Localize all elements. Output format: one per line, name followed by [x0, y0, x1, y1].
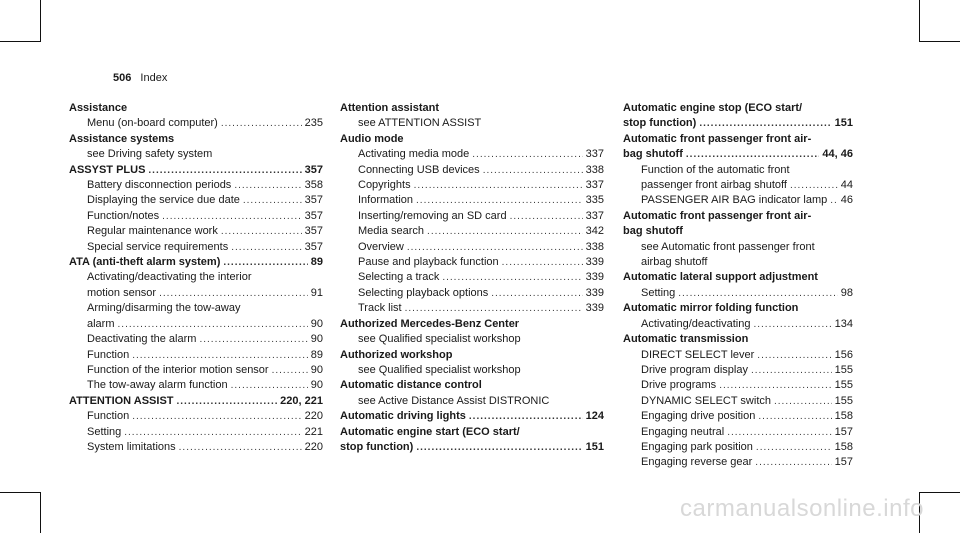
index-subentry: [69, 147, 323, 162]
index-heading-label: Authorized Mercedes-Benz Center: [340, 317, 520, 330]
index-entry: [340, 317, 604, 348]
index-column-3: [623, 101, 853, 471]
leader-dots: [774, 394, 832, 409]
leader-dots: [502, 255, 583, 270]
subentry-label: Engaging park position: [641, 440, 753, 453]
index-heading-label: Automatic mirror folding function: [623, 302, 799, 315]
leader-dots: [756, 440, 832, 455]
subentry-label: Selecting playback options: [358, 286, 489, 299]
index-subentry[interactable]: [623, 425, 853, 440]
subentry-line: Function of the automatic front: [641, 163, 790, 176]
subentry-label: Information: [358, 194, 414, 207]
page-ref[interactable]: 357: [304, 194, 323, 207]
watermark: carmanualsonline.info: [680, 495, 924, 522]
subentry-label: Function of the interior motion sensor: [87, 363, 269, 376]
crop-mark: [919, 492, 960, 493]
page-ref[interactable]: 155: [834, 379, 853, 392]
index-entry: [623, 332, 853, 471]
index-heading: [623, 270, 853, 285]
leader-dots: [407, 240, 583, 255]
index-entry: [69, 394, 323, 456]
heading-page-ref[interactable]: 357: [304, 163, 323, 176]
leader-dots: [755, 455, 831, 470]
page-ref[interactable]: 357: [304, 240, 323, 253]
subentry-label: Pause and playback function: [358, 256, 499, 269]
page-number: 506: [113, 72, 132, 84]
index-heading-line: Automatic front passenger front air-: [623, 132, 812, 145]
crop-mark: [40, 492, 41, 533]
leader-dots: [231, 378, 308, 393]
index-heading-label: stop function): [623, 117, 697, 130]
leader-dots: [118, 317, 308, 332]
leader-dots: [159, 286, 308, 301]
subentry-label: DIRECT SELECT lever: [641, 348, 755, 361]
leader-dots: [179, 440, 302, 455]
page-ref[interactable]: 90: [310, 363, 323, 376]
index-heading-label: Audio mode: [340, 132, 404, 145]
leader-dots: [414, 178, 583, 193]
subentry-label: Battery disconnection periods: [87, 179, 232, 192]
page-ref[interactable]: 155: [834, 363, 853, 376]
index-subentry[interactable]: [623, 348, 853, 363]
subentry-label: Function/notes: [87, 209, 160, 222]
subentry-label: see Qualified specialist workshop: [358, 363, 521, 376]
page-ref[interactable]: 221: [304, 425, 323, 438]
index-heading: [340, 317, 604, 332]
crop-mark: [0, 41, 41, 42]
index-subentry[interactable]: [69, 286, 323, 301]
subentry-label: Displaying the service due date: [87, 194, 240, 207]
leader-dots: [405, 301, 583, 316]
leader-dots: [177, 394, 278, 409]
leader-dots: [472, 147, 582, 162]
page-ref[interactable]: 158: [834, 440, 853, 453]
index-subentry[interactable]: [340, 178, 604, 193]
page-ref[interactable]: 157: [834, 425, 853, 438]
subentry-label: see Active Distance Assist DISTRONIC: [358, 394, 550, 407]
index-heading-label: Automatic distance control: [340, 379, 482, 392]
leader-dots: [162, 209, 301, 224]
index-heading-label: Attention assistant: [340, 102, 440, 114]
leader-dots: [416, 193, 583, 208]
index-heading[interactable]: [69, 163, 323, 178]
leader-dots: [132, 409, 301, 424]
index-entry: [340, 132, 604, 317]
index-heading: [69, 101, 323, 116]
leader-dots: [199, 332, 307, 347]
page-ref[interactable]: 89: [310, 348, 323, 361]
index-subentry[interactable]: [340, 270, 604, 285]
index-heading-line: Automatic engine start (ECO start/: [340, 425, 520, 438]
index-heading-label: bag shutoff: [623, 148, 683, 161]
index-heading: [623, 332, 853, 347]
index-heading-label: Automatic lateral support adjustment: [623, 271, 818, 284]
index-heading: [340, 378, 604, 393]
page-ref[interactable]: 339: [585, 271, 604, 284]
index-heading-line: Automatic front passenger front air-: [623, 209, 812, 222]
page-ref[interactable]: 339: [585, 286, 604, 299]
heading-page-ref[interactable]: 151: [834, 117, 853, 130]
page-ref[interactable]: 342: [585, 225, 604, 238]
subentry-line: see Automatic front passenger front: [641, 240, 815, 253]
heading-page-ref[interactable]: 220, 221: [280, 394, 323, 407]
heading-page-ref[interactable]: 151: [585, 440, 604, 453]
subentry-label: airbag shutoff: [641, 256, 708, 269]
index-entry: [623, 301, 853, 332]
index-subentry[interactable]: [340, 301, 604, 316]
index-subentry: [340, 363, 604, 378]
page-ref[interactable]: 337: [585, 148, 604, 161]
index-subentry[interactable]: [340, 209, 604, 224]
index-subentry[interactable]: [69, 378, 323, 393]
index-subentry[interactable]: [69, 193, 323, 208]
subentry-label: Setting: [641, 286, 676, 299]
index-subentry[interactable]: [340, 286, 604, 301]
index-entry: [623, 270, 853, 301]
index-entry: [623, 101, 853, 132]
index-subentry[interactable]: [69, 178, 323, 193]
heading-page-ref[interactable]: 44, 46: [822, 148, 853, 161]
leader-dots: [124, 425, 301, 440]
index-subentry: [340, 116, 604, 131]
subentry-label: passenger front airbag shutoff: [641, 179, 787, 192]
leader-dots: [469, 409, 583, 424]
leader-dots: [416, 440, 582, 455]
leader-dots: [830, 193, 837, 208]
leader-dots: [442, 270, 582, 285]
leader-dots: [148, 163, 301, 178]
index-heading[interactable]: [623, 147, 853, 162]
index-entry: [340, 425, 604, 456]
crop-mark: [919, 0, 920, 42]
page-ref[interactable]: 156: [834, 348, 853, 361]
index-subentry[interactable]: [623, 378, 853, 393]
subentry-line: Arming/disarming the tow-away: [87, 302, 241, 315]
index-subentry[interactable]: [623, 394, 853, 409]
index-subentry[interactable]: [340, 193, 604, 208]
page-ref[interactable]: 91: [310, 286, 323, 299]
subentry-label: Selecting a track: [358, 271, 440, 284]
index-heading-label: bag shutoff: [623, 225, 683, 238]
page-ref[interactable]: 235: [304, 117, 323, 130]
heading-page-ref[interactable]: 124: [585, 410, 604, 423]
crop-mark: [40, 0, 41, 42]
index-column-1: [69, 101, 323, 455]
index-subentry[interactable]: [623, 440, 853, 455]
index-entry: [340, 348, 604, 379]
page-ref[interactable]: 134: [834, 317, 853, 330]
leader-dots: [751, 363, 832, 378]
page-ref[interactable]: 337: [585, 209, 604, 222]
leader-dots: [221, 116, 302, 131]
subentry-label: see Qualified specialist workshop: [358, 333, 521, 346]
index-subentry[interactable]: [623, 317, 853, 332]
subentry-label: The tow-away alarm function: [87, 379, 228, 392]
leader-dots: [758, 409, 831, 424]
leader-dots: [132, 348, 308, 363]
page-ref[interactable]: 220: [304, 440, 323, 453]
index-subentry[interactable]: [623, 409, 853, 424]
index-heading-label: ATTENTION ASSIST: [69, 394, 174, 407]
subentry-label: Activating/deactivating: [641, 317, 751, 330]
index-subentry[interactable]: [69, 363, 323, 378]
index-heading-label: ASSYST PLUS: [69, 163, 146, 176]
subentry-label: Function: [87, 348, 130, 361]
index-subentry[interactable]: [623, 363, 853, 378]
index-column-2: [340, 101, 604, 455]
subentry-label: Setting: [87, 425, 122, 438]
page-ref[interactable]: 357: [304, 209, 323, 222]
index-subentry[interactable]: [69, 409, 323, 424]
leader-dots: [223, 255, 307, 270]
index-heading: [69, 132, 323, 147]
index-heading-label: Authorized workshop: [340, 348, 453, 361]
index-subentry[interactable]: [340, 224, 604, 239]
index-subentry[interactable]: [69, 240, 323, 255]
index-subentry[interactable]: [623, 178, 853, 193]
subentry-label: PASSENGER AIR BAG indicator lamp: [641, 194, 828, 207]
subentry-label: motion sensor: [87, 286, 157, 299]
subentry-label: Connecting USB devices: [358, 163, 480, 176]
index-subentry[interactable]: [69, 317, 323, 332]
index-entry: [69, 132, 323, 163]
index-heading: [340, 348, 604, 363]
index-subentry[interactable]: [69, 348, 323, 363]
index-entry: [340, 409, 604, 424]
page-ref[interactable]: 157: [834, 456, 853, 469]
page-ref[interactable]: 44: [840, 179, 853, 192]
crop-mark: [919, 41, 960, 42]
index-subentry[interactable]: [69, 440, 323, 455]
index-subentry[interactable]: [340, 147, 604, 162]
subentry-label: Copyrights: [358, 179, 411, 192]
page-ref[interactable]: 338: [585, 240, 604, 253]
index-subentry[interactable]: [340, 255, 604, 270]
index-heading-label: ATA (anti-theft alarm system): [69, 256, 221, 269]
index-heading-label: Automatic transmission: [623, 333, 749, 346]
index-subentry[interactable]: [69, 332, 323, 347]
page-ref[interactable]: 90: [310, 317, 323, 330]
page-header: [113, 72, 167, 84]
subentry-label: Track list: [358, 302, 402, 315]
leader-dots: [719, 378, 831, 393]
page-ref[interactable]: 46: [840, 194, 853, 207]
index-heading-label: Assistance systems: [69, 132, 175, 145]
index-subentry[interactable]: [69, 425, 323, 440]
leader-dots: [243, 193, 302, 208]
index-heading: [340, 101, 604, 116]
index-subentry[interactable]: [69, 209, 323, 224]
subentry-label: DYNAMIC SELECT switch: [641, 394, 771, 407]
index-heading[interactable]: [69, 255, 323, 270]
subentry-label: Deactivating the alarm: [87, 333, 197, 346]
leader-dots: [790, 178, 838, 193]
section-title: Index: [140, 72, 168, 84]
leader-dots: [727, 425, 831, 440]
index-subentry: [340, 394, 604, 409]
leader-dots: [427, 224, 583, 239]
page-ref[interactable]: 339: [585, 256, 604, 269]
index-subentry[interactable]: [69, 224, 323, 239]
page-ref[interactable]: 90: [310, 379, 323, 392]
page-ref[interactable]: 155: [834, 394, 853, 407]
index-entry: [69, 163, 323, 255]
index-heading[interactable]: [69, 394, 323, 409]
leader-dots: [231, 240, 301, 255]
page-ref[interactable]: 357: [304, 225, 323, 238]
index-subentry[interactable]: [340, 240, 604, 255]
index-heading[interactable]: [340, 409, 604, 424]
index-subentry[interactable]: [623, 286, 853, 301]
index-heading-label: Automatic driving lights: [340, 410, 466, 423]
subentry-label: Drive program display: [641, 363, 748, 376]
subentry-label: Engaging reverse gear: [641, 456, 753, 469]
index-heading: [623, 301, 853, 316]
index-entry: [623, 132, 853, 209]
index-subentry[interactable]: [69, 116, 323, 131]
index-entry: [340, 378, 604, 409]
subentry-label: Inserting/removing an SD card: [358, 209, 507, 222]
leader-dots: [757, 348, 831, 363]
index-subentry[interactable]: [623, 455, 853, 470]
index-heading-label: Assistance: [69, 102, 128, 114]
index-entry: [69, 255, 323, 394]
subentry-label: alarm: [87, 317, 115, 330]
index-heading-label: stop function): [340, 440, 414, 453]
heading-page-ref[interactable]: 89: [310, 256, 323, 269]
subentry-line: Activating/deactivating the interior: [87, 271, 252, 284]
index-subentry[interactable]: [340, 163, 604, 178]
subentry-label: System limitations: [87, 440, 176, 453]
subentry-label: Special service requirements: [87, 240, 229, 253]
subentry-label: Function: [87, 410, 130, 423]
subentry-label: Engaging neutral: [641, 425, 725, 438]
index-heading[interactable]: [623, 116, 853, 131]
leader-dots: [753, 317, 831, 332]
subentry-label: Drive programs: [641, 379, 717, 392]
leader-dots: [221, 224, 302, 239]
leader-dots: [234, 178, 301, 193]
index-heading-line: Automatic engine stop (ECO start/: [623, 102, 803, 114]
leader-dots: [699, 116, 831, 131]
leader-dots: [491, 286, 582, 301]
page-ref[interactable]: 90: [310, 333, 323, 346]
page-ref[interactable]: 220: [304, 410, 323, 423]
leader-dots: [483, 163, 583, 178]
index-entry: [69, 101, 323, 132]
index-subentry: [623, 255, 853, 270]
page-ref[interactable]: 337: [585, 179, 604, 192]
subentry-label: Regular maintenance work: [87, 225, 218, 238]
index-entry: [623, 209, 853, 271]
index-entry: [340, 101, 604, 132]
index-subentry[interactable]: [623, 193, 853, 208]
subentry-label: see ATTENTION ASSIST: [358, 117, 482, 130]
page-ref[interactable]: 98: [840, 286, 853, 299]
leader-dots: [678, 286, 838, 301]
page-ref[interactable]: 335: [585, 194, 604, 207]
leader-dots: [510, 209, 583, 224]
page-ref[interactable]: 339: [585, 302, 604, 315]
subentry-label: Activating media mode: [358, 148, 470, 161]
page-ref[interactable]: 358: [304, 179, 323, 192]
subentry-label: see Driving safety system: [87, 148, 213, 161]
leader-dots: [272, 363, 308, 378]
index-heading: [623, 224, 853, 239]
leader-dots: [686, 147, 820, 162]
subentry-label: Overview: [358, 240, 404, 253]
index-heading: [340, 132, 604, 147]
index-heading[interactable]: [340, 440, 604, 455]
subentry-label: Engaging drive position: [641, 410, 756, 423]
crop-mark: [0, 492, 41, 493]
page-ref[interactable]: 158: [834, 410, 853, 423]
subentry-label: Menu (on-board computer): [87, 117, 218, 130]
subentry-label: Media search: [358, 225, 425, 238]
page-ref[interactable]: 338: [585, 163, 604, 176]
index-subentry: [340, 332, 604, 347]
